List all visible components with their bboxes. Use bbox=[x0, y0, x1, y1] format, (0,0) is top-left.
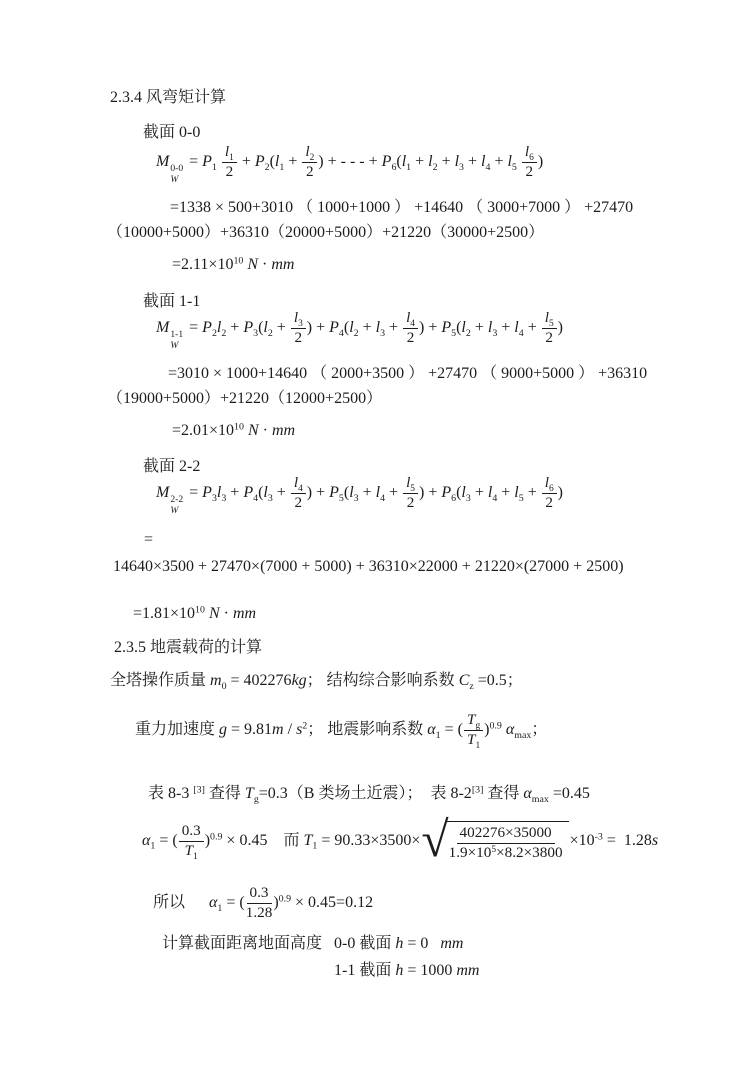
mass-coefficient-line: 全塔操作质量 $m_0 = 402276kg$； 结构综合影响系数 $C_z =0.5$； bbox=[110, 672, 523, 692]
section-label-0-0: 截面 0-0 bbox=[143, 124, 201, 141]
gravity-seismic-coefficient-line: 重力加速度 $g = 9.81m / s^2$； 地震影响系数 $\alpha_1$ = ( $\frac{T_g}{T_1}$ )$^{0.9}$ $\alpha_{max}$； bbox=[135, 711, 548, 751]
section-height-line-1-1: 1-1 截面 h = 1000 mm bbox=[334, 962, 480, 979]
section-heading-2-3-5: 2.3.5 地震载荷的计算 bbox=[114, 639, 263, 656]
section-height-line-0-0: 计算截面距离地面高度 0-0 截面 h = 0 mm bbox=[162, 935, 464, 952]
formula-mw-2-2: M 2-2 W = $P_3l_3 + P_4(l_3$ + $\frac{l_4}{2}$ ) + $P_5(l_3 + l_4$ + $\frac{l_5}{2}$ ) + $P_6(l_3 + l_4 + l_5$ + $\frac{l_6}{2}$ ) bbox=[156, 474, 563, 517]
result-mw-1-1: $=2.01\times 10^{10}$ N · mm bbox=[172, 421, 296, 439]
period-calculation-line: $\alpha_1$ = ( $\frac{0.3}{T_1}$ )$^{0.9}$ × 0.45 而 $T_1 = 90.33\times 3500\times$ √ $\frac{402276\times 35000}{1.9\times 10^5\times 8.2\times 3800}$ $\times 10^{-3} = 1.28s$ bbox=[142, 812, 659, 867]
equals-sign: = bbox=[144, 531, 154, 548]
result-mw-0-0: $=2.11\times 10^{10}$ N · mm bbox=[172, 255, 295, 273]
calc-line-1-1-part1: =3010 × 1000+14640 （ 2000+3500 ） +27470 （ 9000+5000 ） +36310 bbox=[168, 365, 648, 382]
calc-line-0-0-part1: =1338 × 500+3010 （ 1000+1000 ） +14640 （ 3000+7000 ） +27470 bbox=[170, 199, 634, 216]
section-label-2-2: 截面 2-2 bbox=[143, 458, 201, 475]
formula-mw-1-1: M 1-1 W = $P_2l_2 + P_3(l_2$ + $\frac{l_3}{2}$ ) + $P_4(l_2 + l_3$ + $\frac{l_4}{2}$ ) + $P_5(l_2 + l_3 + l_4$ + $\frac{l_5}{2}$ ) bbox=[156, 309, 563, 352]
calc-line-1-1-part2: （19000+5000）+21220（12000+2500） bbox=[107, 390, 383, 407]
result-mw-2-2: $=1.81\times 10^{10}$ N · mm bbox=[133, 604, 257, 622]
alpha-result-line: 所以 $\alpha_1$ = ( $\frac{0.3}{1.28}$ )$^{0.9}$ × 0.45=0.12 bbox=[153, 884, 374, 921]
formula-mw-0-0: M 0-0 W = $P_1$ $\frac{l_1}{2}$ + $P_2(l_1$ + $\frac{l_2}{2}$ ) + - - - + $P_6(l_1 + l_2 + l_3 + l_4 + l_5$ $\frac{l_6}{2}$ ) bbox=[156, 143, 544, 186]
calc-line-2-2-part1: 14640×3500 + 27470×(7000 + 5000) + 36310×22000 + 21220×(27000 + 2500) bbox=[113, 558, 624, 575]
table-lookup-line: 表 8-3 [3] 查得 $T_g=0.3(B$ 类场土近震）； 表 8-2[3] 查得 $\alpha_{max} =0.45$ bbox=[148, 784, 590, 805]
section-heading-2-3-4: 2.3.4 风弯矩计算 bbox=[110, 89, 227, 106]
calc-line-0-0-part2: （10000+5000）+36310（20000+5000）+21220（30000+2500） bbox=[107, 224, 545, 241]
section-label-1-1: 截面 1-1 bbox=[143, 293, 201, 310]
